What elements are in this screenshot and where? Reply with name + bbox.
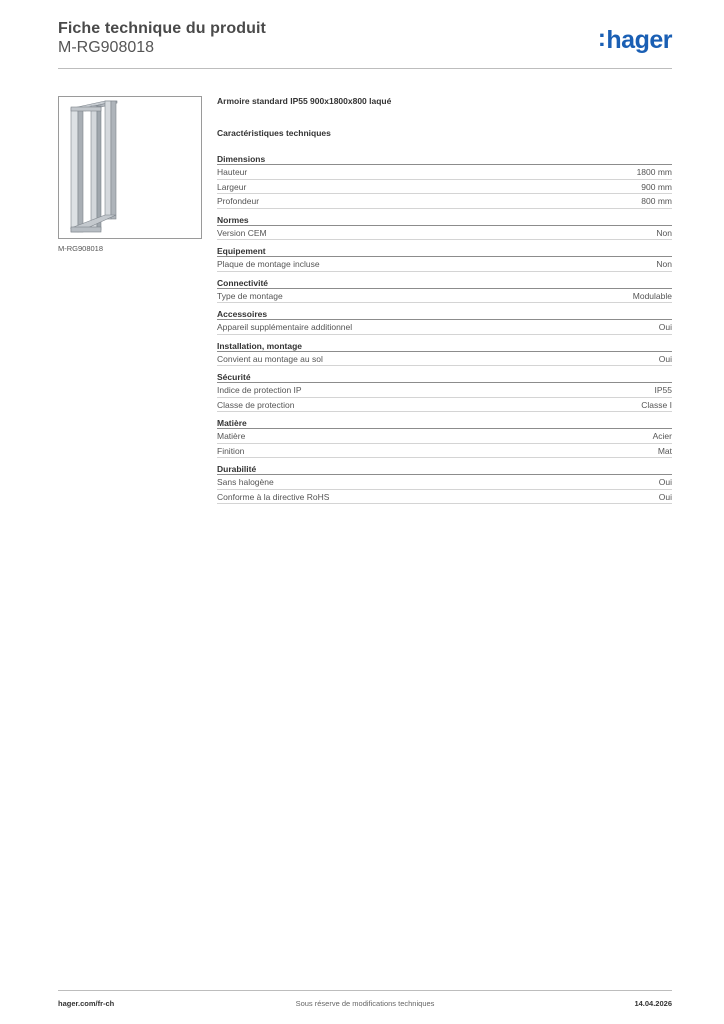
spec-label: Classe de protection — [217, 399, 295, 410]
section-title: Connectivité — [217, 277, 672, 289]
spec-label: Conforme à la directive RoHS — [217, 491, 330, 502]
spec-section — [217, 245, 672, 272]
footer-divider — [58, 990, 672, 991]
spec-section — [217, 340, 672, 367]
spec-value: Oui — [658, 353, 672, 364]
spec-row — [217, 475, 672, 490]
spec-label: Largeur — [217, 181, 247, 192]
spec-value: Oui — [658, 322, 672, 332]
spec-value: Non — [656, 227, 672, 238]
product-reference: M-RG908018 — [58, 39, 155, 56]
product-image-caption: M-RG908018 — [58, 244, 104, 253]
spec-row — [217, 383, 672, 398]
spec-value: IP55 — [654, 385, 672, 395]
spec-label: Sans halogène — [217, 477, 274, 487]
enclosure-frame-icon — [59, 97, 201, 238]
spec-section — [217, 308, 672, 335]
spec-row — [217, 165, 672, 180]
spec-value: Modulable — [632, 290, 672, 301]
spec-row — [217, 289, 672, 304]
spec-value: 1800 mm — [636, 167, 672, 177]
spec-value: Acier — [652, 431, 672, 441]
spec-label: Version CEM — [217, 227, 267, 238]
spec-label: Type de montage — [217, 290, 283, 301]
spec-label: Matière — [217, 431, 246, 441]
spec-row — [217, 257, 672, 272]
spec-value: Oui — [658, 477, 672, 487]
logo-colon-mark: : — [597, 25, 606, 52]
hager-logo[interactable] — [598, 26, 672, 55]
spec-section — [217, 277, 672, 304]
spec-value: Non — [656, 259, 672, 269]
product-name: Armoire standard IP55 900x1800x800 laqué — [217, 96, 392, 106]
spec-row — [217, 352, 672, 367]
spec-row — [217, 490, 672, 505]
characteristics-table — [217, 153, 672, 504]
logo-text: hager — [606, 26, 672, 54]
section-title: Accessoires — [217, 308, 672, 320]
spec-section — [217, 153, 672, 209]
spec-row — [217, 226, 672, 241]
section-title: Equipement — [217, 245, 672, 257]
spec-row — [217, 180, 672, 195]
spec-label: Hauteur — [217, 167, 248, 177]
spec-label: Convient au montage au sol — [217, 353, 323, 364]
spec-value: Oui — [658, 491, 672, 502]
document-title: Fiche technique du produit — [58, 20, 266, 37]
product-details — [217, 96, 672, 509]
spec-label: Indice de protection IP — [217, 385, 302, 395]
spec-row — [217, 429, 672, 444]
spec-row — [217, 444, 672, 459]
spec-label: Plaque de montage incluse — [217, 259, 320, 269]
spec-row — [217, 194, 672, 209]
spec-label: Profondeur — [217, 196, 260, 206]
section-title: Matière — [217, 417, 672, 429]
section-title: Normes — [217, 214, 672, 226]
section-title: Installation, montage — [217, 340, 672, 352]
spec-row — [217, 320, 672, 335]
page-header — [58, 20, 672, 68]
spec-value: 800 mm — [641, 196, 672, 206]
spec-value: Classe I — [641, 399, 672, 410]
print-date: 14.04.2026 — [634, 999, 672, 1008]
spec-value: Mat — [657, 445, 672, 456]
section-title: Durabilité — [217, 463, 672, 475]
spec-label: Finition — [217, 445, 245, 456]
product-image-frame — [58, 96, 202, 239]
header-divider — [58, 68, 672, 69]
website-link[interactable]: hager.com/fr-ch — [58, 999, 115, 1008]
page-footer — [58, 999, 672, 1011]
section-title: Sécurité — [217, 371, 672, 383]
spec-label: Appareil supplémentaire additionnel — [217, 322, 353, 332]
disclaimer-text: Sous réserve de modifications techniques — [295, 999, 435, 1008]
spec-section — [217, 417, 672, 458]
spec-row — [217, 398, 672, 413]
characteristics-heading: Caractéristiques techniques — [217, 128, 331, 138]
section-title: Dimensions — [217, 153, 672, 165]
spec-section — [217, 463, 672, 504]
spec-value: 900 mm — [641, 181, 672, 192]
spec-section — [217, 371, 672, 412]
spec-section — [217, 214, 672, 241]
